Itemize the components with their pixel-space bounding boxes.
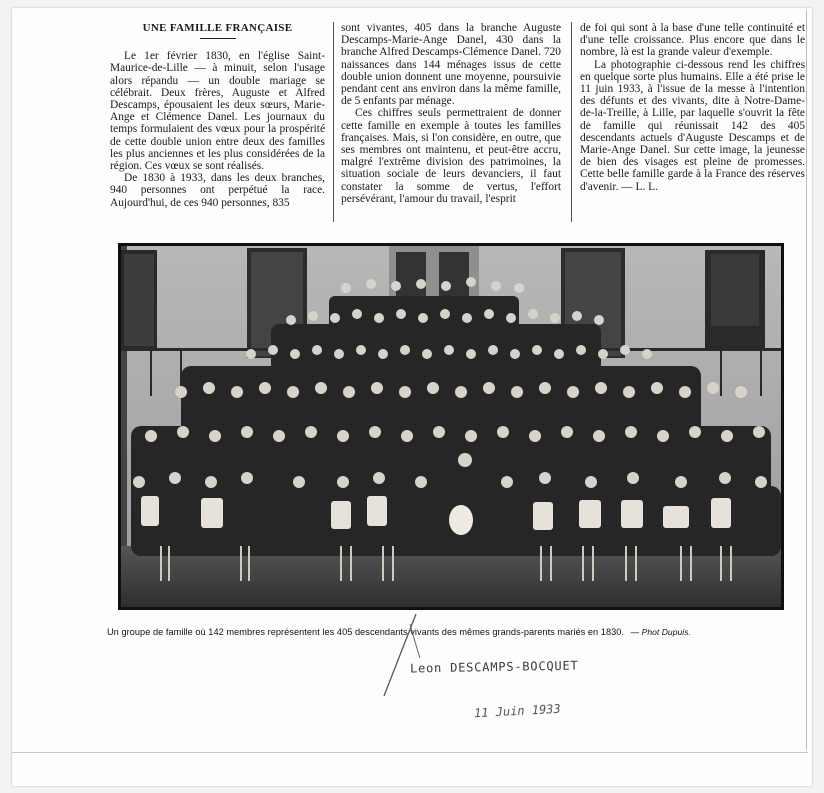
clipping-edge	[806, 10, 807, 750]
family-group-photo	[121, 246, 781, 607]
caption-text: Un groupe de famille où 142 membres représentent les 405 descendants vivants des mêmes grands-parents mariés en 1830.	[107, 627, 625, 637]
paragraph: De 1830 à 1933, dans les deux branches, 940 personnes ont perpétué la race. Aujourd'hui, de ces 940 personnes, 835	[110, 172, 325, 209]
photo-caption	[107, 627, 807, 637]
paragraph: de foi qui sont à la base d'une telle continuité et d'une telle croissance. Plus encore que dans le nombre, là est la grande valeur d'exemple.	[580, 22, 805, 59]
paragraph: sont vivantes, 405 dans la branche Auguste Descamps-Marie-Ange Danel, 430 dans la branche Alfred Descamps-Clémence Danel. 720 naissances dans 144 ménages issus de cette double union donnent une moyenne, poursuivie pendant cent ans environ dans la même famille, de 5 enfants par ménage.	[341, 22, 561, 108]
paragraph: Ces chiffres seuls permettraient de donner cette famille en exemple à toutes les familles françaises. Mais, si l'on considère, en outre, que ses membres ont maintenu, et peut-être accru, malgré l'extrême division des patrimoines, la situation sociale de leurs devanciers, il faut constater la somme de vertus, l'effort persévérant, l'amour du travail, l'esprit	[341, 107, 561, 205]
handwritten-name: Leon DESCAMPS-BOCQUET	[409, 658, 579, 676]
column-rule	[333, 22, 334, 222]
photo-credit: — Phot Dupuis.	[630, 627, 691, 637]
title-underline	[200, 38, 236, 39]
handwritten-date: 11 Juin 1933	[473, 701, 562, 721]
article-column-2	[341, 22, 561, 205]
article-column-3	[580, 22, 805, 193]
article-column-1	[110, 22, 325, 209]
paragraph: Le 1er février 1830, en l'église Saint-Maurice-de-Lille — à minuit, selon l'usage alors répandu — un double mariage se célébrait. Deux frères, Auguste et Alfred Descamps, épousaient les deux sœurs, Marie-Ange et Clémence Danel. Les journaux du temps formulaient des vœux pour la prospérité de cette double union entre deux des familles les plus anciennes et les plus considérées de la région. Ces vœux se sont réalisés.	[110, 50, 325, 173]
article-title: UNE FAMILLE FRANÇAISE	[142, 22, 293, 34]
clipping-bottom-edge	[12, 752, 808, 753]
column-rule	[571, 22, 572, 222]
handwritten-pen-stroke	[380, 610, 440, 700]
paragraph: La photographie ci-dessous rend les chiffres en quelque sorte plus humains. Elle a été prise le 11 juin 1933, à l'issue de la messe à l'intention des défunts et des vivants, dite à Notre-Dame-de-la-Treille, à Lille, par laquelle s'ouvrit la fête de famille qui réunissait 142 des 405 descendants actuels d'Auguste Descamps et de Marie-Ange Danel. Sur cette image, la jeunesse de bien des visages est pleine de promesses. Cette belle famille garde à la France des réserves d'avenir. — L. L.	[580, 58, 805, 193]
family-group-photo-image	[121, 246, 781, 607]
